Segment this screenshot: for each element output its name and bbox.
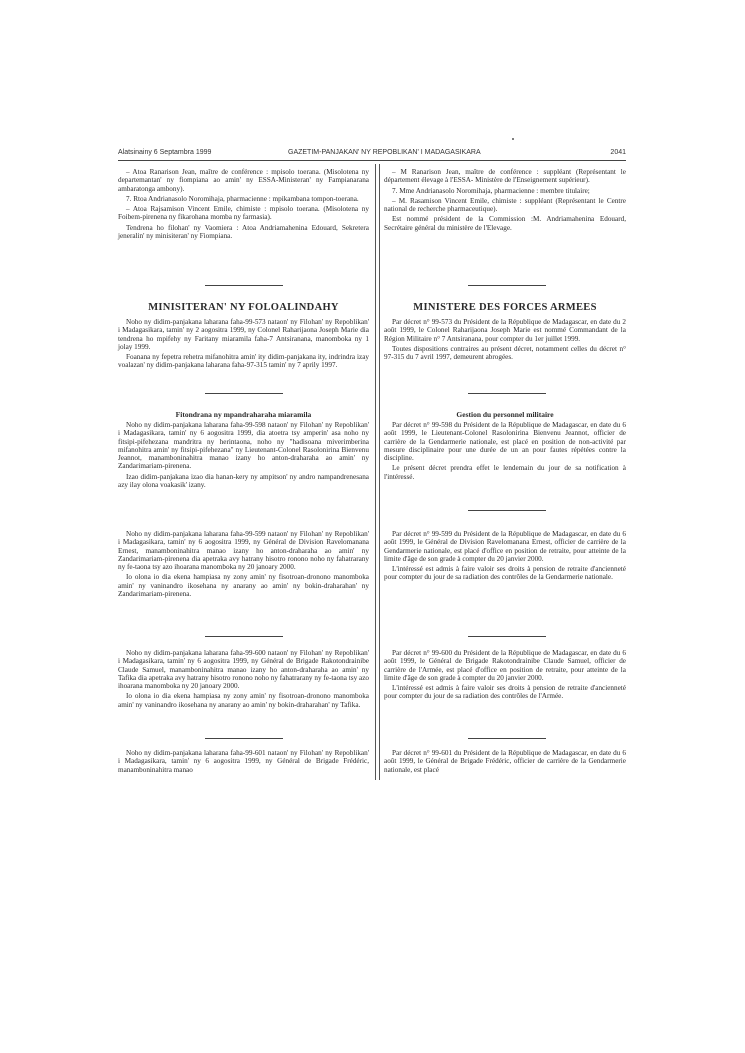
right-paragraph: Toutes dispositions contraires au présent décret, notamment celles du décret n° 97-315 du 7 avril 1997, demeurent abrogées. <box>384 344 626 362</box>
left-paragraph: Izao didim-panjakana izao dia hanan-kery ny ampitson' ny andro nampandrenesana azy ilay olona voakasik' izany. <box>118 472 369 490</box>
left-subsection-title: Fitondrana ny mpandraharaha miaramila <box>175 410 312 419</box>
left-paragraph: Noho ny didim-panjakana laharana faha-99-601 nataon' ny Filohan' ny Repoblikan' i Madagasikara, tamin' ny 6 aogositra 1999, ny Général de Brigade Frédéric, manamboninahitra manao <box>118 749 369 774</box>
scan-speck <box>512 138 514 140</box>
left-paragraph: Noho ny didim-panjakana laharana faha-99-599 nataon' ny Filohan' ny Repoblikan' i Madagasikara, tamin' ny 6 aogositra 1999, ny Général de Division Ravelomanana Ernest, manamboninahitra manao izany ho anton-draharaha ao amin' ny Zandarimariam-pirenena dia apetraka avy hatrany hisotro ronono noho ny fahatrarany ny fe-taona tsy azo ihoarana manomboka ny 20 janoary 2000. <box>118 530 369 572</box>
right-subsection-title: Gestion du personnel militaire <box>456 410 554 419</box>
left-block-4 <box>118 649 369 711</box>
right-paragraph: Par décret n° 99-598 du Président de la République de Madagascar, en date du 6 août 1999, le Lieutenant-Colonel Rasolonirina Bienvenu Jeannot, officier de carrière de la Gendarmerie nationale, est placé en position de non-activité par mesure disciplinaire pour une durée de un an pour fautes répétées contre la discipline. <box>384 421 626 463</box>
left-separator <box>205 738 283 739</box>
right-paragraph: – M. Rasamison Vincent Emile, chimiste : suppléant (Représentant le Centre national de recherche pharmaceutique). <box>384 196 626 214</box>
left-block-3 <box>118 530 369 600</box>
right-paragraph: Par décret n° 99-601 du Président de la République de Madagascar, en date du 6 août 1999, le Général de Brigade Frédéric, officier de carrière de la Gendarmerie nationale, est placé <box>384 749 626 774</box>
right-block-4 <box>384 649 626 703</box>
header-title: GAZETIM-PANJAKAN' NY REPOBLIKAN' I MADAGASIKARA <box>288 149 481 156</box>
left-section-block <box>118 318 369 372</box>
left-paragraph: Io olona io dia ekena hampiasa ny zony amin' ny fisotroan-dronono manomboka amin' ny vaninandro ikosehana ny anarany ao amin' ny bokin-draharahan' ny Tafika. <box>118 692 369 709</box>
left-block-5 <box>118 749 369 776</box>
left-separator <box>205 285 283 286</box>
left-paragraph: 7. Rtoa Andrianasolo Noromihaja, pharmacienne : mpikambana tompon-toerana. <box>126 194 359 203</box>
right-paragraph: Est nommé président de la Commission :M. Andriamahenina Edouard, Secrétaire général du ministère de l'Elevage. <box>384 215 626 232</box>
left-paragraph: Tendrena ho filohan' ny Vaomiera : Atoa Andriamahenina Edouard, Sekretera jeneralin' ny minisiteran' ny Fiompiana. <box>118 223 369 241</box>
right-paragraph: – M Ranarison Jean, maître de conférence : suppléant (Représentant le département élevage à l'ESSA- Ministère de l'Enseignement supérieur). <box>384 168 626 185</box>
right-paragraph: L'intéressé est admis à faire valoir ses droits à pension de retraite d'ancienneté pour compter du jour de sa radiation des contrôles de l'Armée. <box>384 684 626 701</box>
left-paragraph: Noho ny didim-panjakana laharana faha-99-573 nataon' ny Filohan' ny Repoblikan' i Madagasikara, tamin' ny 2 aogositra 1999, ny Colonel Raharijaona Joseph Marie dia tendrena ho mpifehy ny Faritany miaramila faha-7 Antsiranana, manomboka ny 1 jolay 1999. <box>118 318 369 351</box>
header-page-number: 2041 <box>610 149 626 156</box>
right-separator <box>468 738 546 739</box>
right-separator <box>468 393 546 394</box>
right-section-block <box>384 318 626 363</box>
right-subsection-block <box>384 421 626 483</box>
right-paragraph: L'intéressé est admis à faire valoir ses droits à pension de retraite d'ancienneté pour compter du jour de sa radiation des contrôles de la Gendarmerie nationale. <box>384 565 626 582</box>
left-paragraph: Noho ny didim-panjakana laharana faha-99-600 nataon' ny Filohan' ny Repoblikan' i Madagasikara, tamin' ny 6 aogositra 1999, ny Général de Brigade Rakotondrainibe Claude Samuel, manamboninahitra manao izany ho anton-draharaha ao amin' ny Tafika dia apetraka avy hatrany hisotro ronono noho ny fahatrarany ny fe-taona tsy azo ihoarana manomboka ny 20 janoary 2000. <box>118 649 369 691</box>
right-section-title: MINISTERE DES FORCES ARMEES <box>413 302 597 313</box>
right-separator <box>468 510 546 511</box>
header-rule <box>118 160 626 161</box>
left-paragraph: – Atoa Rajsamison Vincent Emile, chimiste : mpisolo toerana. (Misolotena ny Foibem-pirenena ny fikarohana momba ny farmasia). <box>118 205 369 222</box>
left-separator <box>205 393 283 394</box>
left-paragraph: Foanana ny fepetra rehetra mifanohitra amin' ity didim-panjakana ity, indrindra izay voalazan' ny didim-panjakana laharana faha-97-315 tamin' ny 7 aprily 1997. <box>118 353 369 370</box>
right-block-3 <box>384 530 626 584</box>
right-top-block <box>384 168 626 234</box>
right-separator <box>468 636 546 637</box>
left-top-block <box>118 168 369 242</box>
left-section-title: MINISITERAN' NY FOLOALINDAHY <box>148 302 339 313</box>
right-paragraph: Par décret n° 99-599 du Président de la République de Madagascar, en date du 6 août 1999, le Général de Division Ravelomanana Ernest, officier de carrière de la Gendarmerie nationale, est placé d'office en position de retraite, pour atteinte de la limite d'âge de son grade à compter du 20 janvier 2000. <box>384 530 626 563</box>
right-block-5 <box>384 749 626 776</box>
right-paragraph: Par décret n° 99-573 du Président de la République de Madagascar, en date du 2 août 1999, le Colonel Raharijaona Joseph Marie est nommé Commandant de la Région Militaire n° 7 Antsiranana, pour compter du 1er juillet 1999. <box>384 318 626 343</box>
left-paragraph: Noho ny didim-panjakana laharana faha-99-598 nataon' ny Filohan' ny Repoblikan' i Madagasikara, tamin' ny 6 aogositra 1999, dia atoetra tsy amperin' asa noho ny fitsipi-pifehezana mandritra ny herintaona, noho ny "hadisoana miverimberina mifanohitra amin' ny fitsipi-pifehezana" ny Lieutenant-Colonel Rasolonirina Bienvenu Jeannot, manamboninahitra manao izany ho anton-draharaha ao amin' ny Zandarimariam-pirenena. <box>118 421 369 471</box>
right-paragraph: 7. Mme Andrianasolo Noromihaja, pharmacienne : membre titulaire; <box>392 186 590 195</box>
right-paragraph: Le présent décret prendra effet le lendemain du jour de sa notification à l'intéressé. <box>384 464 626 481</box>
left-subsection-block <box>118 421 369 491</box>
right-separator <box>468 285 546 286</box>
left-paragraph: – Atoa Ranarison Jean, maître de conférence : mpisolo toerana. (Misolotena ny departemantan' ny fiompiana ao amin' ny ESSA-Ministeran' ny Fampianarana ambaratonga ambony). <box>118 168 369 193</box>
column-divider <box>375 164 380 780</box>
header-date: Alatsinainy 6 Septambra 1999 <box>118 149 212 156</box>
left-separator <box>205 636 283 637</box>
right-paragraph: Par décret n° 99-600 du Président de la République de Madagascar, en date du 6 août 1999, le Général de Brigade Rakotondrainibe Claude Samuel, officier de carrière de l'Armée, est placé d'office en position de retraite, pour atteinte de la limite d'âge de son grade à compter du 20 janvier 2000. <box>384 649 626 682</box>
left-paragraph: Io olona io dia ekena hampiasa ny zony amin' ny fisotroan-dronono manomboka amin' ny vaninandro ikosehana ny anarany ao amin' ny bokin-draharahan' ny Zandarimariam-pirenena. <box>118 573 369 599</box>
